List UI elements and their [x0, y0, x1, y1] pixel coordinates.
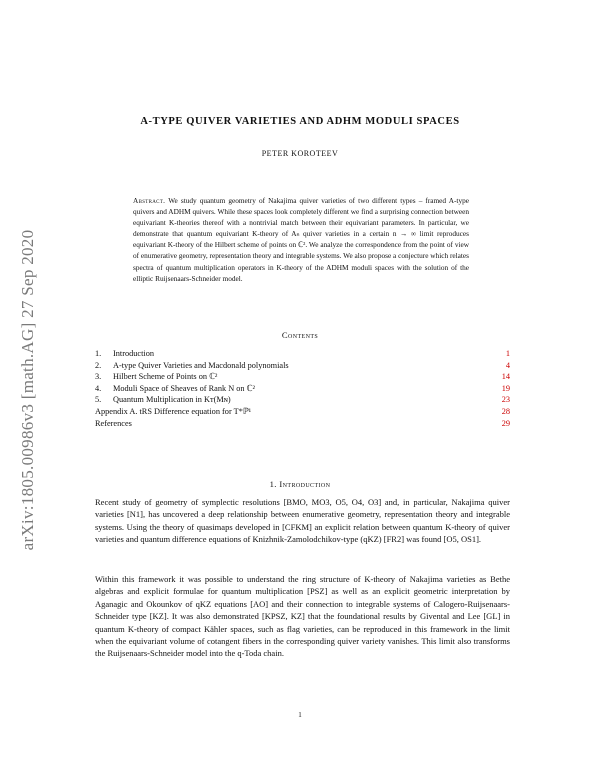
- intro-paragraph-2: Within this framework it was possible to understand the ring structure of K-theory of Nakajima varieties as Bethe algebras and explicit formulae for quantum multiplication [PSZ] as well as an explicit geometric interpretation by Aganagic and Okounkov of qKZ equations [AO] and their connection to integrable systems of Calogero-Ruijsenaars-Schneider type [KZ]. It was also demonstrated [KPSZ, KZ] that the foundational results by Givental and Lee [GL] in quantum K-theory of compact Kähler spaces, such as flag varieties, can be reproduced in this framework in the limit when the equivariant volume of cotangent fibers in the corresponding quiver variety vanishes. This limit also transforms the Ruijsenaars-Schneider model into the q-Toda chain.: [95, 574, 510, 659]
- section-heading-introduction: 1. Introduction: [269, 479, 331, 489]
- toc-entry-hilbert-scheme[interactable]: [95, 371, 510, 383]
- toc-entry-title: Moduli Space of Sheaves of Rank N on ℂ²: [113, 383, 255, 393]
- toc-entry-quantum-multiplication[interactable]: [95, 394, 510, 406]
- toc-entry-page-link[interactable]: 19: [501, 383, 510, 393]
- toc-entry-introduction[interactable]: [95, 348, 510, 360]
- toc-entry-page-link[interactable]: 4: [505, 360, 510, 370]
- paper-title: A-TYPE QUIVER VARIETIES AND ADHM MODULI SPACES: [140, 116, 460, 127]
- toc-entry-page-link[interactable]: 28: [501, 406, 510, 416]
- arxiv-identifier-text: arXiv:1805.00986v3 [math.AG] 27 Sep 2020: [18, 229, 37, 551]
- toc-entry-a-type-quiver[interactable]: [95, 360, 510, 372]
- toc-entry-references[interactable]: [95, 418, 510, 430]
- toc-entry-number: 2.: [95, 360, 102, 370]
- toc-entry-title: Appendix A. tRS Difference equation for T*ℙ¹: [95, 406, 252, 416]
- toc-entry-appendix-a[interactable]: [95, 406, 510, 418]
- toc-entry-page-link[interactable]: 29: [501, 418, 510, 428]
- toc-entry-number: 1.: [95, 349, 102, 358]
- toc-entry-number: 4.: [95, 383, 102, 393]
- arxiv-identifier-stamp: [8, 180, 48, 600]
- toc-entry-number: 3.: [95, 372, 102, 382]
- table-of-contents: [95, 348, 510, 429]
- paper-author: PETER KOROTEEV: [261, 149, 339, 158]
- toc-entry-page-link[interactable]: 14: [501, 372, 510, 382]
- intro-paragraph-1: Recent study of geometry of symplectic resolutions [BMO, MO3, O5, O4, O3] and, in particular, Nakajima quiver varieties [N1], has uncovered a deep relationship between enumerative geometry, representation theory and integrable systems. Using the theory of quasimaps developed in [CFKM] an explicit relation between quantum K-theory of quiver varieties and quantum difference equations of Knizhnik-Zamolodchikov-type (qKZ) [FR2] was found [O5, OS1].: [95, 497, 510, 545]
- abstract: [133, 195, 469, 284]
- toc-entry-page-link[interactable]: 23: [501, 395, 510, 405]
- toc-entry-moduli-space[interactable]: [95, 383, 510, 395]
- toc-entry-number: 5.: [95, 395, 102, 405]
- toc-entry-title: A-type Quiver Varieties and Macdonald polynomials: [113, 360, 289, 370]
- toc-entry-title: References: [95, 418, 132, 428]
- toc-entry-title: Hilbert Scheme of Points on ℂ²: [113, 372, 218, 382]
- abstract-text: We study quantum geometry of Nakajima quiver varieties of two different types – framed A-type quivers and ADHM quivers. While these spaces look completely different we find a surprising connection between equivariant K-theories thereof with a nontrivial match between their equivariant parameters. In particular, we demonstrate that quantum equivariant K-theory of Aₙ quiver varieties in a certain n → ∞ limit reproduces equivariant K-theory of the Hilbert scheme of points on ℂ². We analyze the correspondence from the point of view of enumerative geometry, representation theory and integrable systems. We also propose a conjecture which relates spectra of quantum multiplication operators in K-theory of the ADHM moduli spaces with the solution of the elliptic Ruijsenaars-Schneider model.: [133, 196, 469, 283]
- page-number: 1: [298, 711, 302, 719]
- contents-heading: Contents: [281, 330, 319, 340]
- toc-entry-page-link[interactable]: 1: [505, 349, 510, 358]
- abstract-label: Abstract.: [133, 196, 166, 205]
- toc-entry-title: Quantum Multiplication in Kᴛ(Mɴ): [113, 395, 231, 405]
- toc-entry-title: Introduction: [113, 349, 155, 358]
